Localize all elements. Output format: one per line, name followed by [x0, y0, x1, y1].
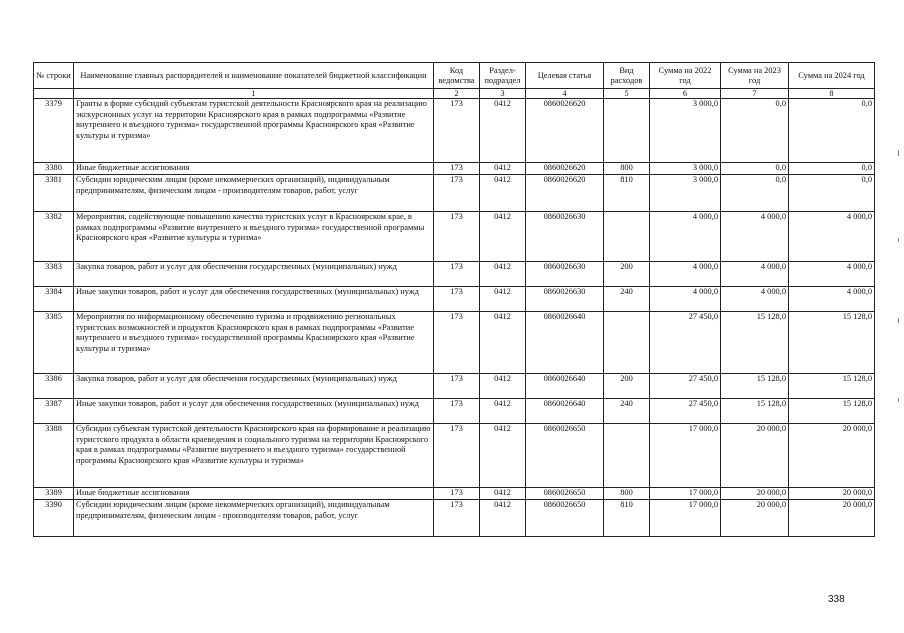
table-row [34, 399, 875, 424]
sum-2024: 20 000,0 [789, 500, 875, 537]
column-number: 8 [789, 89, 875, 99]
row-name: Субсидии юридическим лицам (кроме некоммерческих организаций), индивидуальным предпринимателям, физическим лицам - производителям товаров, работ, услуг [74, 175, 434, 212]
sum-2023: 0,0 [721, 163, 789, 175]
sum-2023: 15 128,0 [721, 374, 789, 399]
expense-type: 800 [604, 488, 650, 500]
row-number: 3379 [34, 99, 74, 163]
expense-type: 200 [604, 374, 650, 399]
table-row [34, 175, 875, 212]
section-code: 0412 [480, 488, 526, 500]
row-number: 3380 [34, 163, 74, 175]
sum-2024: 20 000,0 [789, 488, 875, 500]
target-code: 0860026640 [526, 399, 604, 424]
row-name: Закупка товаров, работ и услуг для обеспечения государственных (муниципальных) нужд [74, 262, 434, 287]
section-code: 0412 [480, 500, 526, 537]
sum-2024: 4 000,0 [789, 212, 875, 262]
header-dept-code: Код ведомства [434, 63, 480, 89]
row-name: Иные закупки товаров, работ и услуг для обеспечения государственных (муниципальных) нужд [74, 399, 434, 424]
sum-2024: 0,0 [789, 175, 875, 212]
column-number [34, 89, 74, 99]
table-row [34, 287, 875, 312]
section-code: 0412 [480, 399, 526, 424]
sum-2022: 27 450,0 [650, 399, 721, 424]
row-number: 3381 [34, 175, 74, 212]
dept-code: 173 [434, 99, 480, 163]
sum-2023: 15 128,0 [721, 399, 789, 424]
row-name: Мероприятия, содействующие повышению качества туристских услуг в Красноярском крае, в рамках подпрограммы «Развитие внутреннего и въездного туризма» государственной программы Красноярского края «Развитие культуры и туризма» [74, 212, 434, 262]
edge-mark [898, 318, 899, 323]
expense-type: 800 [604, 163, 650, 175]
header-sum-2023: Сумма на 2023 год [721, 63, 789, 89]
column-number: 2 [434, 89, 480, 99]
row-number: 3390 [34, 500, 74, 537]
column-number: 6 [650, 89, 721, 99]
section-code: 0412 [480, 175, 526, 212]
sum-2024: 4 000,0 [789, 262, 875, 287]
sum-2024: 4 000,0 [789, 287, 875, 312]
expense-type [604, 99, 650, 163]
expense-type: 810 [604, 500, 650, 537]
sum-2022: 3 000,0 [650, 175, 721, 212]
sum-2024: 15 128,0 [789, 312, 875, 374]
sum-2023: 0,0 [721, 175, 789, 212]
row-name: Субсидии юридическим лицам (кроме некоммерческих организаций), индивидуальным предпринимателям, физическим лицам - производителям товаров, работ, услуг [74, 500, 434, 537]
column-number: 4 [526, 89, 604, 99]
sum-2023: 4 000,0 [721, 287, 789, 312]
sum-2024: 15 128,0 [789, 399, 875, 424]
section-code: 0412 [480, 262, 526, 287]
sum-2024: 15 128,0 [789, 374, 875, 399]
expense-type [604, 424, 650, 488]
table-row [34, 488, 875, 500]
target-code: 0860026630 [526, 212, 604, 262]
row-name: Гранты в форме субсидий субъектам туристской деятельности Красноярского края на реализацию экскурсионных услуг на территории Красноярского края в рамках подпрограммы «Развитие внутреннего и въездного туризма» государственной программы Красноярского края «Развитие культуры и туризма» [74, 99, 434, 163]
header-sum-2024: Сумма на 2024 год [789, 63, 875, 89]
sum-2023: 20 000,0 [721, 424, 789, 488]
sum-2022: 3 000,0 [650, 99, 721, 163]
section-code: 0412 [480, 374, 526, 399]
target-code: 0860026630 [526, 262, 604, 287]
row-number: 3388 [34, 424, 74, 488]
table-row [34, 500, 875, 537]
table-row [34, 262, 875, 287]
section-code: 0412 [480, 99, 526, 163]
column-number: 7 [721, 89, 789, 99]
row-name: Закупка товаров, работ и услуг для обеспечения государственных (муниципальных) нужд [74, 374, 434, 399]
sum-2022: 4 000,0 [650, 287, 721, 312]
dept-code: 173 [434, 312, 480, 374]
target-code: 0860026650 [526, 500, 604, 537]
section-code: 0412 [480, 212, 526, 262]
expense-type: 240 [604, 399, 650, 424]
sum-2023: 20 000,0 [721, 500, 789, 537]
sum-2023: 20 000,0 [721, 488, 789, 500]
column-number: 3 [480, 89, 526, 99]
row-number: 3384 [34, 287, 74, 312]
row-number: 3386 [34, 374, 74, 399]
dept-code: 173 [434, 212, 480, 262]
expense-type [604, 312, 650, 374]
table-row [34, 163, 875, 175]
section-code: 0412 [480, 163, 526, 175]
dept-code: 173 [434, 262, 480, 287]
header-row [34, 63, 875, 89]
section-code: 0412 [480, 312, 526, 374]
expense-type: 240 [604, 287, 650, 312]
row-number: 3385 [34, 312, 74, 374]
budget-table [33, 62, 875, 537]
header-name: Наименование главных распорядителей и наименование показателей бюджетной классификации [74, 63, 434, 89]
header-target: Целевая статья [526, 63, 604, 89]
header-row-no: № строки [34, 63, 74, 89]
sum-2023: 15 128,0 [721, 312, 789, 374]
sum-2022: 17 000,0 [650, 488, 721, 500]
table-row [34, 312, 875, 374]
row-name: Иные бюджетные ассигнования [74, 488, 434, 500]
edge-mark [898, 238, 899, 242]
sum-2022: 3 000,0 [650, 163, 721, 175]
dept-code: 173 [434, 374, 480, 399]
sum-2022: 17 000,0 [650, 500, 721, 537]
sum-2023: 4 000,0 [721, 212, 789, 262]
target-code: 0860026620 [526, 175, 604, 212]
target-code: 0860026650 [526, 424, 604, 488]
expense-type: 810 [604, 175, 650, 212]
section-code: 0412 [480, 287, 526, 312]
sum-2022: 17 000,0 [650, 424, 721, 488]
sum-2022: 27 450,0 [650, 312, 721, 374]
target-code: 0860026640 [526, 312, 604, 374]
table-row [34, 424, 875, 488]
dept-code: 173 [434, 175, 480, 212]
dept-code: 173 [434, 488, 480, 500]
row-name: Мероприятия по информационному обеспечению туризма и продвижению региональных туристских возможностей и продуктов Красноярского края в рамках подпрограммы «Развитие внутреннего и въездного туризма» государственной программы Красноярского края «Развитие культуры и туризма» [74, 312, 434, 374]
row-name: Субсидии субъектам туристской деятельности Красноярского края на формирование и реализацию туристского продукта в области краеведения и социального туризма на территории Красноярского края в рамках подпрограммы «Развитие внутреннего и въездного туризма» государственной программы Красноярского края «Развитие культуры и туризма» [74, 424, 434, 488]
target-code: 0860026630 [526, 287, 604, 312]
target-code: 0860026640 [526, 374, 604, 399]
row-name: Иные закупки товаров, работ и услуг для обеспечения государственных (муниципальных) нужд [74, 287, 434, 312]
row-number: 3389 [34, 488, 74, 500]
column-number: 5 [604, 89, 650, 99]
target-code: 0860026650 [526, 488, 604, 500]
column-number-row [34, 89, 875, 99]
table-row [34, 374, 875, 399]
sum-2023: 4 000,0 [721, 262, 789, 287]
dept-code: 173 [434, 163, 480, 175]
sum-2024: 0,0 [789, 163, 875, 175]
target-code: 0860026620 [526, 99, 604, 163]
edge-mark [898, 398, 899, 402]
sum-2022: 27 450,0 [650, 374, 721, 399]
dept-code: 173 [434, 399, 480, 424]
sum-2022: 4 000,0 [650, 212, 721, 262]
header-sum-2022: Сумма на 2022 год [650, 63, 721, 89]
header-exp-type: Вид расходов [604, 63, 650, 89]
section-code: 0412 [480, 424, 526, 488]
dept-code: 173 [434, 424, 480, 488]
target-code: 0860026620 [526, 163, 604, 175]
expense-type [604, 212, 650, 262]
row-number: 3382 [34, 212, 74, 262]
expense-type: 200 [604, 262, 650, 287]
row-name: Иные бюджетные ассигнования [74, 163, 434, 175]
sum-2024: 20 000,0 [789, 424, 875, 488]
row-number: 3383 [34, 262, 74, 287]
table-row [34, 99, 875, 163]
page-number: 338 [828, 594, 845, 605]
dept-code: 173 [434, 287, 480, 312]
sum-2023: 0,0 [721, 99, 789, 163]
row-number: 3387 [34, 399, 74, 424]
column-number: 1 [74, 89, 434, 99]
sum-2022: 4 000,0 [650, 262, 721, 287]
edge-mark [898, 150, 899, 156]
table-row [34, 212, 875, 262]
dept-code: 173 [434, 500, 480, 537]
sum-2024: 0,0 [789, 99, 875, 163]
header-section: Раздел-подраздел [480, 63, 526, 89]
